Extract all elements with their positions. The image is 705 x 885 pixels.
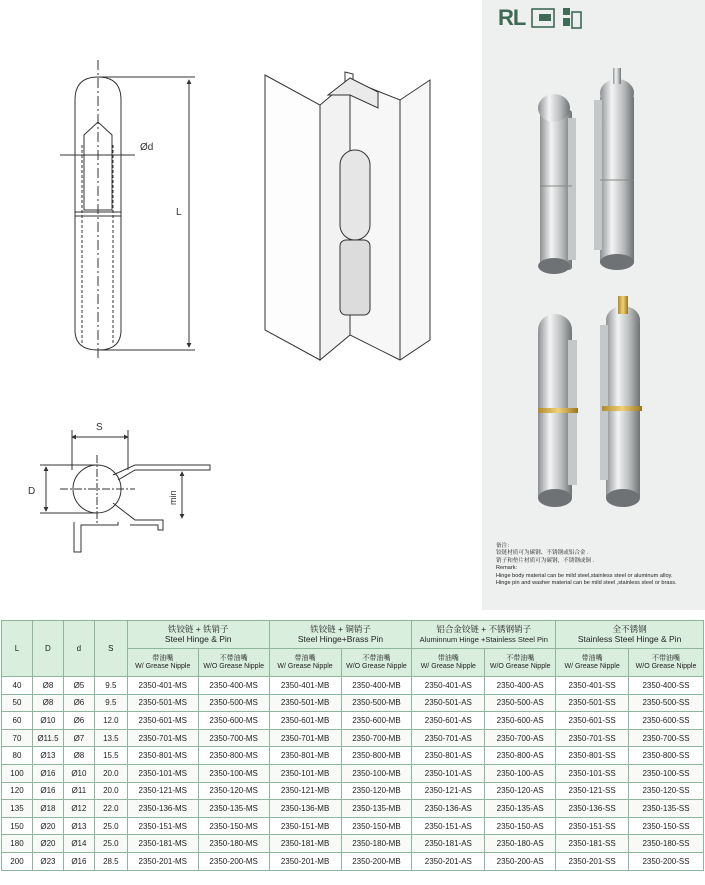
table-cell: 2350-800-MB bbox=[341, 747, 412, 765]
table-cell: 2350-120-AS bbox=[485, 782, 556, 800]
table-cell: Ø20 bbox=[32, 835, 63, 853]
remark-cn-line2: 销子和垫片材质可为碳钢，不锈钢或铜 . bbox=[496, 557, 595, 564]
hinge-front-view bbox=[60, 60, 195, 360]
table-cell: 2350-200-MB bbox=[341, 852, 412, 870]
table-cell: 60 bbox=[2, 712, 33, 730]
length-L-label: L bbox=[176, 207, 182, 218]
product-icons bbox=[498, 5, 583, 31]
subheader-with-nipple: 带油嘴 W/ Grease Nipple bbox=[556, 649, 629, 677]
table-cell: 2350-600-SS bbox=[629, 712, 704, 730]
remark-cn-title: 备注： bbox=[496, 543, 513, 549]
table-cell: 2350-801-AS bbox=[412, 747, 485, 765]
table-cell: 2350-800-MS bbox=[198, 747, 269, 765]
steel-brass-hinge-photo-1 bbox=[538, 314, 578, 507]
table-cell: 2350-200-AS bbox=[485, 852, 556, 870]
table-cell: 2350-150-MB bbox=[341, 817, 412, 835]
table-cell: 2350-601-MB bbox=[269, 712, 341, 730]
hinge-isometric-view bbox=[265, 72, 430, 360]
table-cell: 2350-701-SS bbox=[556, 729, 629, 747]
table-cell: 2350-500-MB bbox=[341, 694, 412, 712]
diameter-D-label: D bbox=[28, 486, 36, 497]
table-cell: Ø8 bbox=[32, 694, 63, 712]
table-cell: 2350-500-AS bbox=[485, 694, 556, 712]
table-cell: 20.0 bbox=[94, 782, 127, 800]
header-d: d bbox=[63, 621, 94, 677]
specification-table bbox=[1, 620, 704, 871]
table-cell: 2350-151-MS bbox=[127, 817, 198, 835]
table-cell: 2350-121-AS bbox=[412, 782, 485, 800]
table-cell: 2350-401-SS bbox=[556, 677, 629, 695]
table-cell: 2350-401-MB bbox=[269, 677, 341, 695]
table-cell: 2350-181-SS bbox=[556, 835, 629, 853]
remark-cn-line1: 铰链材质可为碳钢、不锈钢或铝合金 . bbox=[496, 550, 589, 557]
table-cell: 2350-100-MB bbox=[341, 764, 412, 782]
table-cell: 2350-801-SS bbox=[556, 747, 629, 765]
table-cell: 2350-120-MS bbox=[198, 782, 269, 800]
table-cell: 2350-181-MB bbox=[269, 835, 341, 853]
table-cell: 2350-200-MS bbox=[198, 852, 269, 870]
hinge-section-view bbox=[40, 430, 210, 552]
table-cell: 2350-501-MB bbox=[269, 694, 341, 712]
table-cell: 2350-800-AS bbox=[485, 747, 556, 765]
subheader-without-nipple: 不带油嘴 W/O Grease Nipple bbox=[341, 649, 412, 677]
table-cell: 2350-700-AS bbox=[485, 729, 556, 747]
table-cell: 2350-400-AS bbox=[485, 677, 556, 695]
table-cell: Ø16 bbox=[63, 852, 94, 870]
table-cell: 2350-180-MB bbox=[341, 835, 412, 853]
table-cell: 2350-136-MS bbox=[127, 800, 198, 818]
table-cell: 2350-701-MS bbox=[127, 729, 198, 747]
table-row bbox=[2, 817, 704, 835]
table-cell: 2350-601-AS bbox=[412, 712, 485, 730]
table-cell: 25.0 bbox=[94, 817, 127, 835]
table-cell: 2350-100-AS bbox=[485, 764, 556, 782]
table-cell: 2350-136-MB bbox=[269, 800, 341, 818]
remark-en-title: Remark: bbox=[496, 565, 518, 572]
table-cell: 2350-800-SS bbox=[629, 747, 704, 765]
table-cell: 2350-701-AS bbox=[412, 729, 485, 747]
table-cell: 2350-136-SS bbox=[556, 800, 629, 818]
table-cell: 2350-801-MS bbox=[127, 747, 198, 765]
table-cell: 2350-180-SS bbox=[629, 835, 704, 853]
table-cell: 100 bbox=[2, 764, 33, 782]
table-cell: 70 bbox=[2, 729, 33, 747]
table-cell: 200 bbox=[2, 852, 33, 870]
table-cell: 2350-201-AS bbox=[412, 852, 485, 870]
table-cell: 2350-135-AS bbox=[485, 800, 556, 818]
table-cell: 2350-136-AS bbox=[412, 800, 485, 818]
table-cell: 2350-200-SS bbox=[629, 852, 704, 870]
table-cell: 2350-121-SS bbox=[556, 782, 629, 800]
diameter-d-label: Ød bbox=[140, 142, 154, 153]
table-cell: 2350-120-SS bbox=[629, 782, 704, 800]
header-S: S bbox=[94, 621, 127, 677]
steel-brass-hinge-photo-2 bbox=[600, 296, 642, 507]
table-row bbox=[2, 835, 704, 853]
table-cell: 2350-120-MB bbox=[341, 782, 412, 800]
subheader-without-nipple: 不带油嘴 W/O Grease Nipple bbox=[485, 649, 556, 677]
hinge-type-icon bbox=[531, 7, 555, 29]
table-cell: 180 bbox=[2, 835, 33, 853]
table-row bbox=[2, 782, 704, 800]
table-cell: Ø12 bbox=[63, 800, 94, 818]
group-header-aluminum: 铝合金铰链 + 不锈钢销子 Aluminnum Hinge +Stainless Steel Pin bbox=[412, 621, 556, 649]
rl-logo: RL bbox=[498, 5, 526, 30]
table-cell: 2350-501-AS bbox=[412, 694, 485, 712]
table-cell: 2350-101-MB bbox=[269, 764, 341, 782]
table-row bbox=[2, 747, 704, 765]
subheader-without-nipple: 不带油嘴 W/O Grease Nipple bbox=[198, 649, 269, 677]
table-cell: 2350-700-MS bbox=[198, 729, 269, 747]
table-cell: 2350-701-MB bbox=[269, 729, 341, 747]
table-cell: Ø6 bbox=[63, 712, 94, 730]
table-cell: Ø18 bbox=[32, 800, 63, 818]
subheader-without-nipple: 不带油嘴 W/O Grease Nipple bbox=[629, 649, 704, 677]
table-cell: 28.5 bbox=[94, 852, 127, 870]
table-cell: 120 bbox=[2, 782, 33, 800]
remark-en-line2: Hinge pin and washer material can be mild steel ,stainless steel or brass. bbox=[496, 580, 677, 587]
table-cell: Ø23 bbox=[32, 852, 63, 870]
table-cell: 2350-100-MS bbox=[198, 764, 269, 782]
table-cell: Ø13 bbox=[32, 747, 63, 765]
table-cell: Ø7 bbox=[63, 729, 94, 747]
table-cell: 50 bbox=[2, 694, 33, 712]
table-cell: 150 bbox=[2, 817, 33, 835]
table-cell: Ø10 bbox=[32, 712, 63, 730]
table-cell: Ø11.5 bbox=[32, 729, 63, 747]
subheader-with-nipple: 带油嘴 W/ Grease Nipple bbox=[412, 649, 485, 677]
steel-hinge-photo-2 bbox=[594, 68, 634, 270]
table-cell: 2350-600-MS bbox=[198, 712, 269, 730]
table-cell: 2350-601-SS bbox=[556, 712, 629, 730]
table-cell: 2350-181-MS bbox=[127, 835, 198, 853]
table-cell: 2350-400-SS bbox=[629, 677, 704, 695]
table-cell: 22.0 bbox=[94, 800, 127, 818]
table-cell: 2350-201-MS bbox=[127, 852, 198, 870]
table-cell: 15.5 bbox=[94, 747, 127, 765]
table-cell: 2350-601-MS bbox=[127, 712, 198, 730]
group-header-steel-brass: 铁铰链 + 铜销子 Steel Hinge+Brass Pin bbox=[269, 621, 412, 649]
table-cell: Ø20 bbox=[32, 817, 63, 835]
table-cell: 2350-500-MS bbox=[198, 694, 269, 712]
table-cell: 2350-500-SS bbox=[629, 694, 704, 712]
table-cell: 2350-700-SS bbox=[629, 729, 704, 747]
table-cell: 2350-180-AS bbox=[485, 835, 556, 853]
table-cell: 2350-150-AS bbox=[485, 817, 556, 835]
table-cell: 2350-401-AS bbox=[412, 677, 485, 695]
table-cell: Ø14 bbox=[63, 835, 94, 853]
remark-note bbox=[496, 543, 701, 587]
table-cell: 9.5 bbox=[94, 677, 127, 695]
table-row bbox=[2, 852, 704, 870]
table-cell: 2350-400-MS bbox=[198, 677, 269, 695]
table-cell: 2350-151-SS bbox=[556, 817, 629, 835]
table-cell: 2350-801-MB bbox=[269, 747, 341, 765]
table-cell: 40 bbox=[2, 677, 33, 695]
remark-en-line1: Hinge body material can be mild steel,stainless steel or aluminum alloy. bbox=[496, 572, 673, 579]
table-cell: 2350-101-MS bbox=[127, 764, 198, 782]
table-row bbox=[2, 677, 704, 695]
table-cell: Ø11 bbox=[63, 782, 94, 800]
header-D: D bbox=[32, 621, 63, 677]
hinge-product-photo bbox=[482, 0, 705, 610]
table-cell: 25.0 bbox=[94, 835, 127, 853]
table-cell: 2350-600-AS bbox=[485, 712, 556, 730]
table-cell: Ø5 bbox=[63, 677, 94, 695]
subheader-with-nipple: 带油嘴 W/ Grease Nipple bbox=[269, 649, 341, 677]
table-body bbox=[2, 677, 704, 871]
table-cell: 2350-135-MB bbox=[341, 800, 412, 818]
table-cell: 2350-135-MS bbox=[198, 800, 269, 818]
table-cell: Ø8 bbox=[63, 747, 94, 765]
product-photo-panel bbox=[482, 0, 705, 610]
table-cell: Ø13 bbox=[63, 817, 94, 835]
table-cell: 2350-135-SS bbox=[629, 800, 704, 818]
table-cell: 2350-151-AS bbox=[412, 817, 485, 835]
table-cell: Ø8 bbox=[32, 677, 63, 695]
group-header-stainless: 全不锈钢 Stainless Steel Hinge & Pin bbox=[556, 621, 704, 649]
table-cell: 2350-121-MB bbox=[269, 782, 341, 800]
table-cell: 2350-150-SS bbox=[629, 817, 704, 835]
table-cell: 2350-400-MB bbox=[341, 677, 412, 695]
width-S-label: S bbox=[96, 422, 103, 433]
material-icon bbox=[561, 6, 583, 30]
table-cell: 13.5 bbox=[94, 729, 127, 747]
min-label: min bbox=[168, 490, 178, 505]
table-cell: 2350-700-MB bbox=[341, 729, 412, 747]
table-cell: 9.5 bbox=[94, 694, 127, 712]
table-cell: 2350-201-MB bbox=[269, 852, 341, 870]
table-cell: 2350-501-SS bbox=[556, 694, 629, 712]
table-cell: 2350-401-MS bbox=[127, 677, 198, 695]
header-L: L bbox=[2, 621, 33, 677]
table-cell: 20.0 bbox=[94, 764, 127, 782]
table-row bbox=[2, 694, 704, 712]
table-row bbox=[2, 800, 704, 818]
table-cell: 2350-121-MS bbox=[127, 782, 198, 800]
table-cell: Ø6 bbox=[63, 694, 94, 712]
table-cell: 2350-600-MB bbox=[341, 712, 412, 730]
table-cell: 12.0 bbox=[94, 712, 127, 730]
group-header-steel: 铁铰链 + 铁销子 Steel Hinge & Pin bbox=[127, 621, 269, 649]
table-cell: 2350-201-SS bbox=[556, 852, 629, 870]
table-cell: 2350-101-AS bbox=[412, 764, 485, 782]
table-cell: 2350-501-MS bbox=[127, 694, 198, 712]
table-cell: 135 bbox=[2, 800, 33, 818]
table-cell: 80 bbox=[2, 747, 33, 765]
steel-hinge-photo-1 bbox=[538, 94, 576, 274]
table-cell: Ø16 bbox=[32, 782, 63, 800]
table-cell: 2350-151-MB bbox=[269, 817, 341, 835]
table-cell: 2350-101-SS bbox=[556, 764, 629, 782]
table-row bbox=[2, 764, 704, 782]
table-cell: 2350-181-AS bbox=[412, 835, 485, 853]
table-cell: 2350-150-MS bbox=[198, 817, 269, 835]
technical-drawings bbox=[0, 0, 480, 610]
table-cell: 2350-100-SS bbox=[629, 764, 704, 782]
table-row bbox=[2, 729, 704, 747]
table-cell: 2350-180-MS bbox=[198, 835, 269, 853]
table-cell: Ø16 bbox=[32, 764, 63, 782]
table-row bbox=[2, 712, 704, 730]
table-cell: Ø10 bbox=[63, 764, 94, 782]
subheader-with-nipple: 带油嘴 W/ Grease Nipple bbox=[127, 649, 198, 677]
